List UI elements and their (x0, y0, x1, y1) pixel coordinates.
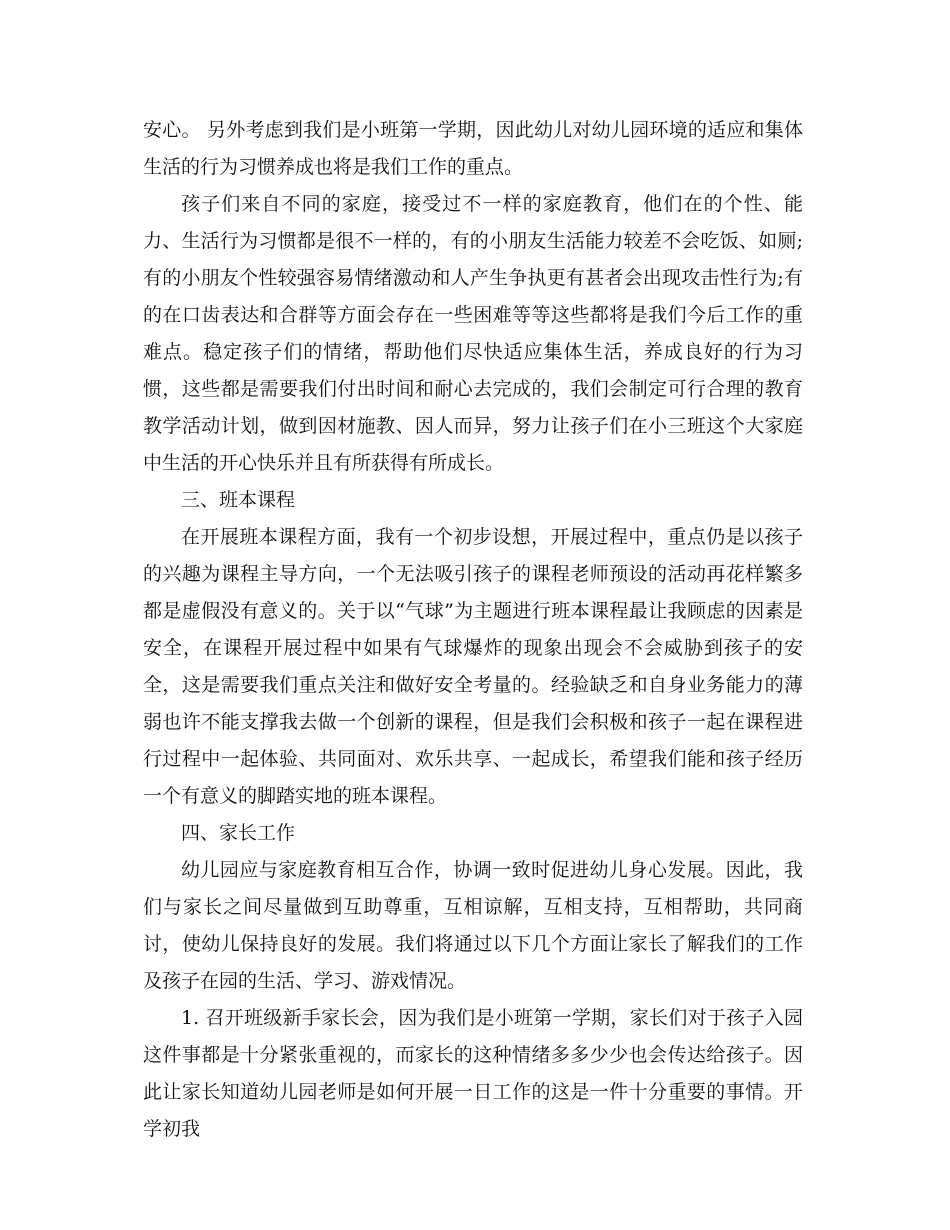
document-body (143, 112, 803, 1148)
section-heading-class-curriculum: 三、班本课程 (181, 489, 296, 511)
paragraph-children-backgrounds: 孩子们来自不同的家庭，接受过不一样的家庭教育，他们在的个性、能力、生活行为习惯都是很不一样的，有的小朋友生活能力较差不会吃饭、如厕;有的小朋友个性较强容易情绪激动和人产生争执更有甚者会出现攻击性行为;有的在口齿表达和合群等方面会存在一些困难等等这些都将是我们今后工作的重难点。稳定孩子们的情绪，帮助他们尽快适应集体生活，养成良好的行为习惯，这些都是需要我们付出时间和耐心去完成的，我们会制定可行合理的教育教学活动计划，做到因材施教、因人而异，努力让孩子们在小三班这个大家庭中生活的开心快乐并且有所获得有所成长。 (143, 193, 803, 474)
paragraph-parent-cooperation: 幼儿园应与家庭教育相互合作，协调一致时促进幼儿身心发展。因此，我们与家长之间尽量做到互助尊重，互相谅解，互相支持，互相帮助，共同商讨，使幼儿保持良好的发展。我们将通过以下几个方面让家长了解我们的工作及孩子在园的生活、学习、游戏情况。 (143, 859, 803, 992)
paragraph-class-curriculum: 在开展班本课程方面，我有一个初步设想，开展过程中，重点仍是以孩子的兴趣为课程主导方向，一个无法吸引孩子的课程老师预设的活动再花样繁多都是虚假没有意义的。关于以“气球”为主题进行班本课程最让我顾虑的因素是安全，在课程开展过程中如果有气球爆炸的现象出现会不会威胁到孩子的安全，这是需要我们重点关注和做好安全考量的。经验缺乏和自身业务能力的薄弱也许不能支撑我去做一个创新的课程，但是我们会积极和孩子一起在课程进行过程中一起体验、共同面对、欢乐共享、一起成长，希望我们能和孩子经历一个有意义的脚踏实地的班本课程。 (143, 526, 803, 807)
paragraph-parent-meeting: 1. 召开班级新手家长会，因为我们是小班第一学期，家长们对于孩子入园这件事都是十分紧张重视的，而家长的这种情绪多多少少也会传达给孩子。因此让家长知道幼儿园老师是如何开展一日工作的这是一件十分重要的事情。开学初我 (143, 1007, 803, 1140)
section-heading-parent-work: 四、家长工作 (181, 822, 296, 844)
paragraph-continuation: 安心。 另外考虑到我们是小班第一学期，因此幼儿对幼儿园环境的适应和集体生活的行为习惯养成也将是我们工作的重点。 (143, 119, 803, 178)
